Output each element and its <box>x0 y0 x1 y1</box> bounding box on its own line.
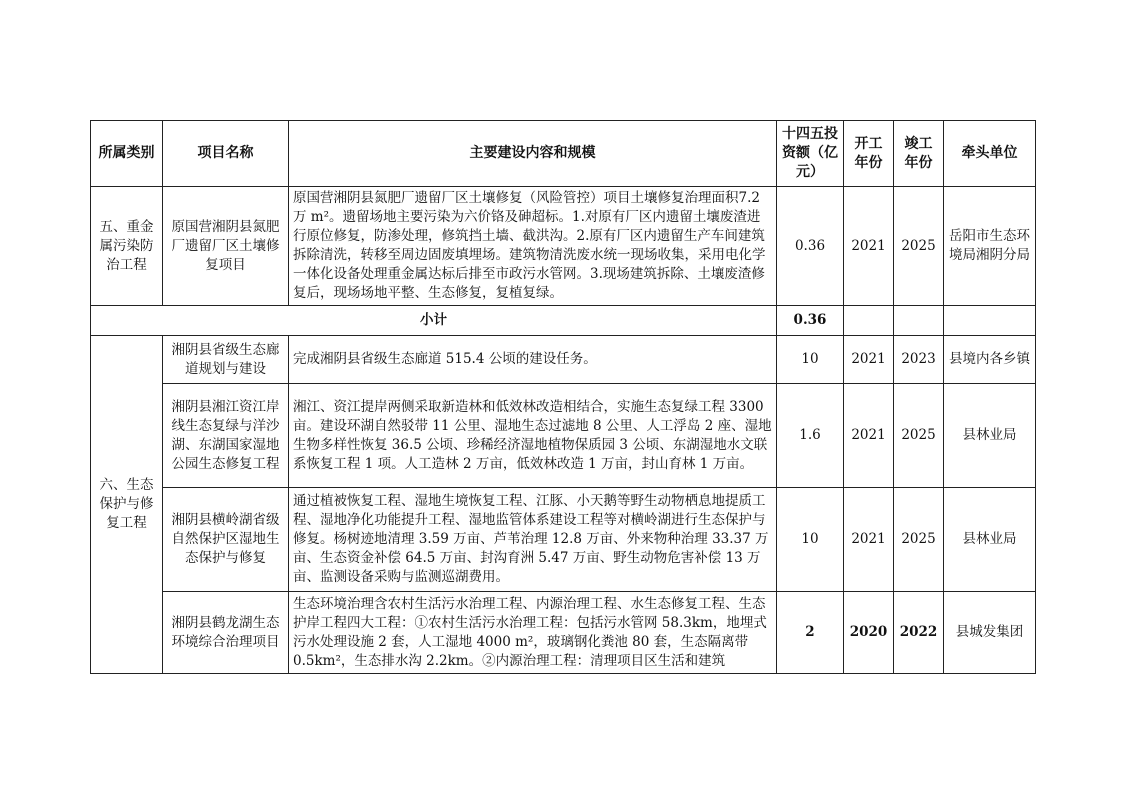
header-lead-unit: 牵头单位 <box>944 121 1036 187</box>
investment-value: 2 <box>777 592 844 674</box>
lead-unit: 县境内各乡镇 <box>944 336 1036 384</box>
lead-unit: 县林业局 <box>944 488 1036 592</box>
category-cell: 六、生态保护与修复工程 <box>91 336 163 674</box>
empty-cell <box>894 306 944 336</box>
start-year: 2021 <box>844 336 894 384</box>
start-year: 2021 <box>844 187 894 306</box>
project-name: 湘阴县湘江资江岸线生态复绿与洋沙湖、东湖国家湿地公园生态修复工程 <box>163 384 289 488</box>
lead-unit: 县林业局 <box>944 384 1036 488</box>
table-row <box>91 336 1036 384</box>
start-year: 2021 <box>844 488 894 592</box>
end-year: 2025 <box>894 187 944 306</box>
header-category: 所属类别 <box>91 121 163 187</box>
empty-cell <box>944 306 1036 336</box>
start-year: 2021 <box>844 384 894 488</box>
lead-unit: 县城发集团 <box>944 592 1036 674</box>
end-year: 2025 <box>894 488 944 592</box>
end-year: 2022 <box>894 592 944 674</box>
investment-value: 10 <box>777 488 844 592</box>
header-name: 项目名称 <box>163 121 289 187</box>
header-row <box>91 121 1036 187</box>
category-cell: 五、重金属污染防治工程 <box>91 187 163 306</box>
project-content: 生态环境治理含农村生活污水治理工程、内源治理工程、水生态修复工程、生态护岸工程四大工程：①农村生活污水治理工程：包括污水管网 58.3km，地埋式污水处理设施 2 套，人工湿地 4000 m²，玻璃钢化粪池 80 套，生态隔离带 0.5km²，生态排水沟 2.2km。②内源治理工程：清理项目区生活和建筑 <box>293 595 767 669</box>
end-year: 2025 <box>894 384 944 488</box>
project-content: 通过植被恢复工程、湿地生境恢复工程、江豚、小天鹅等野生动物栖息地提质工程、湿地净化功能提升工程、湿地监管体系建设工程等对横岭湖进行生态保护与修复。杨树迹地清理 3.59 万亩、芦苇治理 12.8 万亩、外来物种治理 33.37 万亩、生态资金补偿 64.5 万亩、封沟育洲 5.47 万亩、野生动物危害补偿 13 万亩、监测设备采购与监测巡湖费用。 <box>289 488 777 592</box>
project-name: 湘阴县鹤龙湖生态环境综合治理项目 <box>163 592 289 674</box>
empty-cell <box>844 306 894 336</box>
project-table <box>90 120 1036 674</box>
header-investment: 十四五投资额（亿元） <box>777 121 844 187</box>
header-content: 主要建设内容和规模 <box>289 121 777 187</box>
table-row <box>91 187 1036 306</box>
project-name: 湘阴县省级生态廊道规划与建设 <box>163 336 289 384</box>
header-end-year: 竣工年份 <box>894 121 944 187</box>
investment-value: 10 <box>777 336 844 384</box>
subtotal-label: 小计 <box>91 306 777 336</box>
table-row <box>91 592 1036 674</box>
project-content: 完成湘阴县省级生态廊道 515.4 公顷的建设任务。 <box>289 336 777 384</box>
table-row <box>91 488 1036 592</box>
header-start-year: 开工年份 <box>844 121 894 187</box>
project-content: 原国营湘阴县氮肥厂遗留厂区土壤修复（风险管控）项目土壤修复治理面积7.2 万 m²。遗留场地主要污染为六价铬及砷超标。1.对原有厂区内遗留土壤废渣进行原位修复，防渗处理，修筑挡土墙、截洪沟。2.原有厂区内遗留生产车间建筑拆除清洗，转移至周边固废填埋场。建筑物清洗废水统一现场收集，采用电化学一体化设备处理重金属达标后排至市政污水管网。3.现场建筑拆除、土壤废渣修复后，现场场地平整、生态修复，复植复绿。 <box>289 187 777 306</box>
project-content: 湘江、资江提岸两侧采取新造林和低效林改造相结合，实施生态复绿工程 3300 亩。建设环湖自然驳带 11 公里、湿地生态过滤地 8 公里、人工浮岛 2 座、湿地生物多样性恢复 36.5 公顷、珍稀经济湿地植物保质园 3 公顷、东湖湿地水文联系恢复工程 1 项。人工造林 2 万亩，低效林改造 1 万亩，封山育林 1 万亩。 <box>289 384 777 488</box>
subtotal-row <box>91 306 1036 336</box>
table-row <box>91 384 1036 488</box>
investment-value: 1.6 <box>777 384 844 488</box>
project-content-cell <box>289 592 777 674</box>
lead-unit: 岳阳市生态环境局湘阴分局 <box>944 187 1036 306</box>
project-name: 湘阴县横岭湖省级自然保护区湿地生态保护与修复 <box>163 488 289 592</box>
start-year: 2020 <box>844 592 894 674</box>
subtotal-value: 0.36 <box>777 306 844 336</box>
project-name: 原国营湘阴县氮肥厂遗留厂区土壤修复项目 <box>163 187 289 306</box>
investment-value: 0.36 <box>777 187 844 306</box>
end-year: 2023 <box>894 336 944 384</box>
